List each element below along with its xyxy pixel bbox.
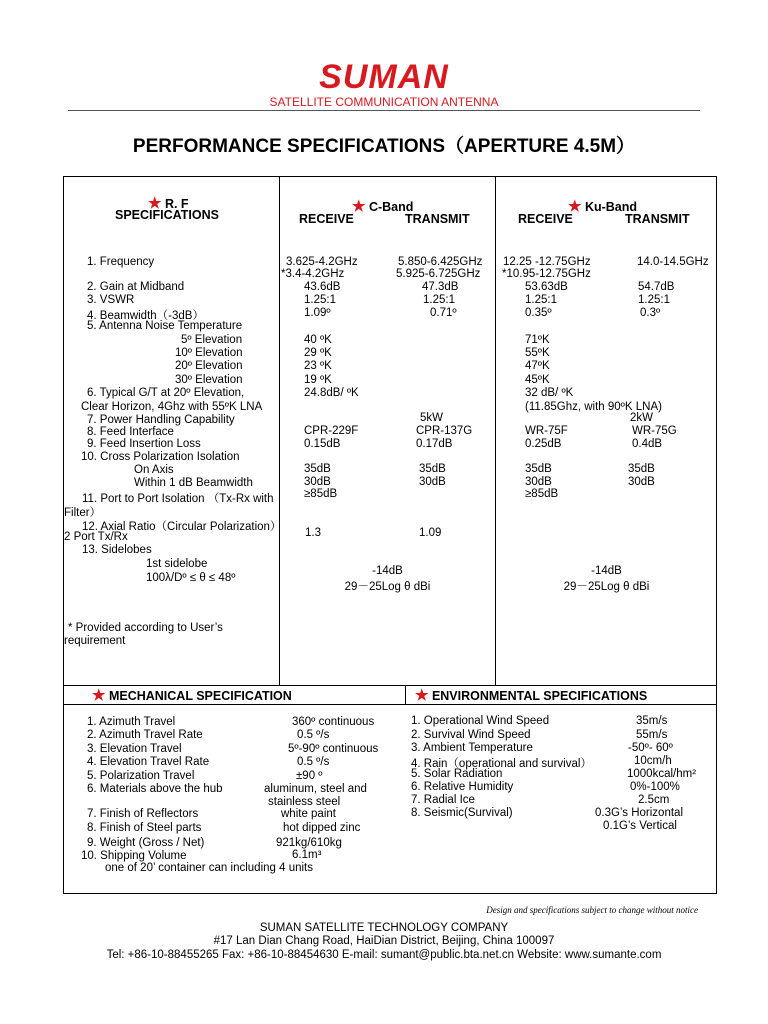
ku-value: -14dB [591,565,622,577]
env-value: 55m/s [636,729,668,741]
divider-rf-c [279,176,280,685]
ku-value: 53.63dB [525,281,568,293]
rf-label: 30º Elevation [175,374,243,386]
c-value: 19 ºK [304,374,332,386]
ku-value: 1.25:1 [525,294,557,306]
env-label: 7. Radial Ice [411,794,475,806]
mech-value: 6.1m³ [292,849,322,861]
header-rule [68,110,700,111]
ku-value: 35dB [525,463,552,475]
rf-header-line2: SPECIFICATIONS [115,208,219,222]
c-value: 43.6dB [304,281,341,293]
kuband-header: ★ Ku-Band [568,198,638,215]
env-label: 1. Operational Wind Speed [411,715,550,727]
mech-value: aluminum, steel and [264,783,367,795]
env-label: 2. Survival Wind Speed [411,729,531,741]
mech-label: 8. Finish of Steel parts [87,822,202,834]
footer-contact: Tel: +86-10-88455265 Fax: +86-10-88454630 E-mail: sumant@public.bta.net.cn Website: www.sumante.com [106,949,662,961]
ku-value: WR-75G [632,425,677,437]
env-value: 35m/s [636,715,668,727]
env-label: 5. Solar Radiation [411,768,503,780]
rf-label: Clear Horizon, 4Ghz with 55ºK LNA [81,401,263,413]
divider-mech-env [405,685,406,705]
c-value: 40 ºK [304,334,332,346]
env-value: 0%-100% [630,781,680,793]
ku-value: *10.95-12.75GHz [502,268,591,280]
mech-label: 3. Elevation Travel [87,743,182,755]
ku-value: WR-75F [525,425,568,437]
mech-value: 360º continuous [292,716,375,728]
rf-label: 11. Port to Port Isolation （Tx-Rx with [82,493,274,505]
rf-label: 8. Feed Interface [87,426,174,438]
ku-value: 35dB [628,463,655,475]
rf-label: 9. Feed Insertion Loss [87,438,201,450]
rf-label: 6. Typical G/T at 20º Elevation, [87,387,245,399]
ku-value: 30dB [628,476,655,488]
star-icon: ★ [415,687,429,704]
c-value: *3.4-4.2GHz [281,268,345,280]
mech-label: 1. Azimuth Travel [87,716,176,728]
tagline: SATELLITE COMMUNICATION ANTENNA [269,95,499,109]
cband-transmit: TRANSMIT [405,212,470,226]
mech-label: 6. Materials above the hub [87,783,223,795]
mech-extra: one of 20’ container can including 4 units [105,862,313,874]
c-value: 29－25Log θ dBi [344,581,431,593]
c-value: 24.8dB/ ºK [304,387,359,399]
rf-header: ★ R. F [148,195,189,212]
mech-value: white paint [281,808,336,820]
ku-value: 45ºK [525,374,550,386]
ku-value: 1.25:1 [638,294,670,306]
mech-label: 7. Finish of Reflectors [87,808,199,820]
env-label: 8. Seismic(Survival) [411,807,513,819]
c-value: 5.850-6.425GHz [398,256,483,268]
ku-value: 0.35º [525,307,552,319]
suman-logo: SUMAN [319,58,449,96]
ku-value: 0.25dB [525,438,562,450]
c-value: 1.09º [304,307,331,319]
rf-label: 7. Power Handling Capability [87,414,235,426]
c-value: -14dB [372,565,403,577]
rf-label: 5º Elevation [181,334,243,346]
mech-value: stainless steel [268,796,341,808]
ku-value: 0.3º [640,307,661,319]
c-value: 0.71º [430,307,457,319]
rf-label: Filter） [64,507,102,519]
mech-value: hot dipped zinc [283,822,361,834]
rf-label: 10. Cross Polarization Isolation [81,451,240,463]
star-icon: ★ [568,198,582,215]
c-value: 35dB [419,463,446,475]
c-value: 5kW [420,412,443,424]
ku-value: 2kW [630,412,653,424]
c-value: 23 ºK [304,360,332,372]
ku-value: 0.4dB [632,438,663,450]
c-value: CPR-137G [416,425,473,437]
ku-value: (11.85Ghz, with 90ºK LNA) [525,401,662,413]
kuband-receive: RECEIVE [518,212,573,226]
ku-value: 32 dB/ ºK [525,387,574,399]
c-value: 0.15dB [304,438,341,450]
rf-label: 5. Antenna Noise Temperature [87,320,243,332]
rf-label: 12. Axial Ratio（Circular Polarization） [82,521,282,533]
rf-label: 20º Elevation [175,360,243,372]
environmental-header: ★ ENVIRONMENTAL SPECIFICATIONS [415,687,648,704]
ku-value: 71ºK [525,334,550,346]
cband-header: ★ C-Band [352,198,414,215]
ku-value: 30dB [525,476,552,488]
ku-value: 29－25Log θ dBi [563,581,650,593]
footnote: * Provided according to User’s [68,622,223,634]
c-value: 30dB [304,476,331,488]
mech-value: 921kg/610kg [276,837,342,849]
c-value: 1.3 [305,527,321,539]
env-label: 6. Relative Humidity [411,781,514,793]
kuband-transmit: TRANSMIT [625,212,690,226]
mech-label: 9. Weight (Gross / Net) [87,837,205,849]
env-value: 1000kcal/hm² [627,768,697,780]
mech-value: 5º-90º continuous [288,743,379,755]
mech-label: 5. Polarization Travel [87,770,195,782]
rf-label: 1. Frequency [87,256,155,268]
divider-c-ku [495,176,496,685]
footnote-line2: requirement [64,635,126,647]
rf-label: 2. Gain at Midband [87,281,185,293]
mech-label: 4. Elevation Travel Rate [87,756,210,768]
page-title: PERFORMANCE SPECIFICATIONS（APERTURE 4.5M） [132,136,636,157]
c-value: 1.25:1 [423,294,455,306]
c-value: 29 ºK [304,347,332,359]
mech-value: 0.5 º/s [297,756,330,768]
cband-receive: RECEIVE [299,212,354,226]
ku-value: 54.7dB [638,281,675,293]
mech-value: ±90 º [296,770,323,782]
env-label: 3. Ambient Temperature [411,742,533,754]
disclaimer-note: Design and specifications subject to change without notice [486,905,698,915]
ku-value: ≥85dB [525,488,559,500]
rf-label: 4. Beamwidth（-3dB） [87,310,204,322]
rf-label: 2 Port Tx/Rx [64,531,128,543]
c-value: 1.25:1 [304,294,336,306]
rf-label: 100λ/Dº ≤ θ ≤ 48º [146,572,236,584]
rf-label: Within 1 dB Beamwidth [134,477,253,489]
star-icon: ★ [352,198,366,215]
footer-company: SUMAN SATELLITE TECHNOLOGY COMPANY [259,922,509,934]
env-value: 10cm/h [634,755,672,767]
footer-address: #17 Lan Dian Chang Road, HaiDian District, Beijing, China 100097 [213,935,555,947]
ku-value: 12.25 -12.75GHz [503,256,591,268]
c-value: 35dB [304,463,331,475]
c-value: ≥85dB [304,488,338,500]
env-label: 4. Rain（operational and survival） [411,758,592,770]
mech-value: 0.5 º/s [297,729,330,741]
rf-label: 10º Elevation [175,347,243,359]
c-value: CPR-229F [304,425,359,437]
ku-value: 14.0-14.5GHz [637,256,709,268]
c-value: 1.09 [419,527,442,539]
divider-section-header [63,704,717,705]
c-value: 5.925-6.725GHz [396,268,481,280]
env-value: 0.3G’s Horizontal [595,807,683,819]
rf-label: On Axis [134,464,174,476]
rf-label: 3. VSWR [87,294,135,306]
env-extra: 0.1G’s Vertical [603,820,677,832]
mech-label: 10. Shipping Volume [81,850,187,862]
c-value: 3.625-4.2GHz [286,256,358,268]
rf-label: 1st sidelobe [146,558,208,570]
mech-label: 2. Azimuth Travel Rate [87,729,203,741]
star-icon: ★ [92,687,106,704]
c-value: 0.17dB [416,438,453,450]
mechanical-header: ★ MECHANICAL SPECIFICATION [92,687,292,704]
c-value: 47.3dB [422,281,459,293]
rf-label: 13. Sidelobes [82,544,152,556]
ku-value: 55ºK [525,347,550,359]
env-value: 2.5cm [638,794,670,806]
ku-value: 47ºK [525,360,550,372]
c-value: 30dB [419,476,446,488]
env-value: -50º- 60º [628,742,673,754]
star-icon: ★ [148,195,162,212]
